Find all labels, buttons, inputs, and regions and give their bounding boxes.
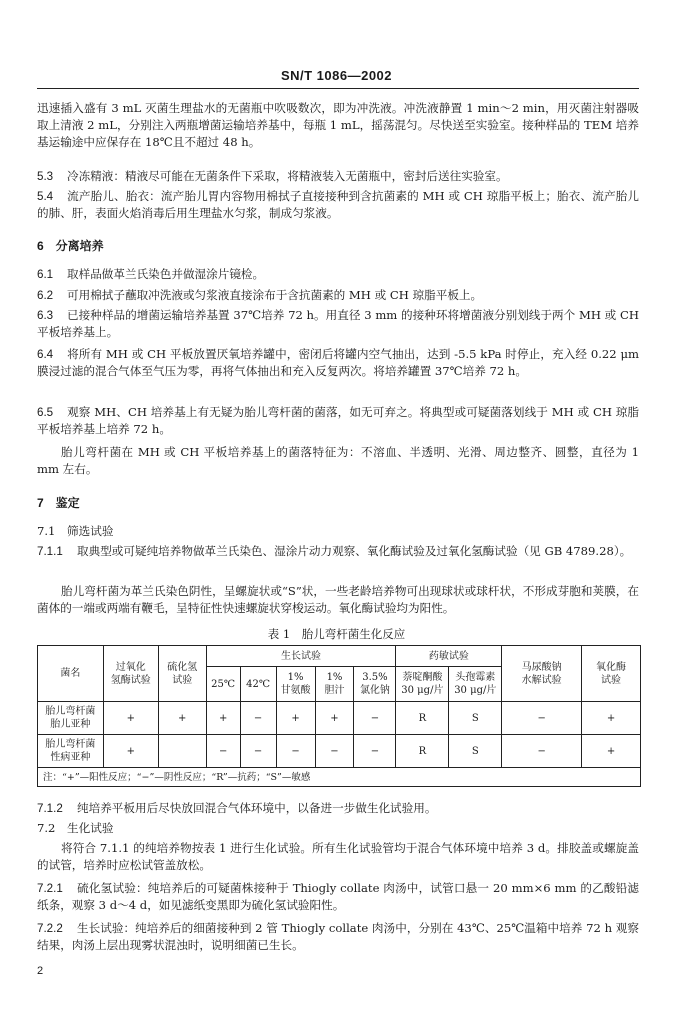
clause-7-2-1 [37,880,639,914]
cell: − [354,702,396,735]
cell: + [103,702,158,735]
header-bile: 1% 胆汁 [315,667,354,702]
clause-6-1 [37,266,639,283]
clause-7-2-heading: 7.2 生化试验 [37,821,114,835]
biochemical-reaction-table [37,645,641,787]
standard-number: SN/T 1086—2002 [280,68,393,83]
header-25c: 25℃ [206,667,240,702]
header-hippurate: 马尿酸钠 水解试验 [502,646,582,702]
cell: + [276,702,315,735]
clause-number: 5.4 [37,190,54,203]
clause-text: 硫化氢试验：纯培养后的可疑菌株接种于 Thiogly collate 肉汤中，试管口悬一 20 mm×6 mm 的乙酸铅滤纸条，观察 3 d～4 d，如见滤纸变黑即为硫化氢试验阳性。 [37,881,639,912]
clause-text: 观察 MH、CH 培养基上有无疑为胎儿弯杆菌的菌落，如无可弃之。将典型或可疑菌落划线于 MH 或 CH 琼脂平板培养基上培养 72 h。 [37,405,639,436]
cell: − [502,735,582,768]
clause-text: 取样品做革兰氏染色并做湿涂片镜检。 [67,267,265,281]
clause-text: 可用棉拭子蘸取冲洗液或匀浆液直接涂布于含抗菌素的 MH 或 CH 琼脂平板上。 [67,288,483,302]
cell: − [502,702,582,735]
clause-number: 6.5 [37,406,54,419]
clause-number: 6.3 [37,309,54,322]
section-heading-7: 7 鉴定 [37,496,80,510]
table-header-row-1 [38,646,641,667]
header-name: 菌名 [38,646,104,702]
header-nacl: 3.5% 氯化钠 [354,667,396,702]
cell: + [582,702,641,735]
clause-text: 纯培养平板用后尽快放回混合气体环境中，以备进一步做生化试验用。 [77,801,437,815]
header-42c: 42℃ [240,667,276,702]
clause-number: 6.1 [37,268,54,281]
header-rule [37,88,639,89]
row-name: 胎儿弯杆菌 胎儿亚种 [38,702,104,735]
header-h2s: 硫化氢 试验 [158,646,206,702]
clause-6-3 [37,307,639,341]
clause-7-2-2 [37,920,639,954]
table-note: 注：“+”—阳性反应；“−”—阴性反应；“R”—抗药；“S”—敏感 [38,768,641,787]
clause-number: 5.3 [37,170,54,183]
clause-text: 已接种样品的增菌运输培养基置 37℃培养 72 h。用直径 3 mm 的接种环将增菌液分别划线于两个 MH 或 CH 平板培养基上。 [37,308,639,339]
header-catalase: 过氧化 氢酶试验 [103,646,158,702]
cell: + [103,735,158,768]
cell: − [276,735,315,768]
clause-text: 取典型或可疑纯培养物做革兰氏染色、湿涂片动力观察、氧化酶试验及过氧化氢酶试验（见 GB 4789.28）。 [77,544,632,558]
clause-number: 7.1.2 [37,802,63,815]
clause-text: 流产胎儿、胎衣：流产胎儿胃内容物用棉拭子直接接种到含抗菌素的 MH 或 CH 琼脂平板上；胎衣、流产胎儿的肺、肝，表面火焰消毒后用生理盐水匀浆，制成匀浆液。 [37,189,639,220]
cell: + [158,702,206,735]
section-heading-6: 6 分离培养 [37,239,104,253]
paragraph-gram-stain-result: 胎儿弯杆菌为革兰氏染色阴性，呈螺旋状或“S”状，一些老龄培养物可出现球状或球杆状，不形成芽胞和荚膜，在菌体的一端或两端有鞭毛，呈特征性快速螺旋状穿梭运动。氧化酶试验均为阳性。 [37,584,639,615]
header-cephalothin: 头孢霉素 30 μg/片 [449,667,502,702]
clause-number: 7.1.1 [37,545,63,558]
paragraph-sampling-continued: 迅速插入盛有 3 mL 灭菌生理盐水的无菌瓶中吹吸数次，即为冲洗液。冲洗液静置 1 min～2 min，用灭菌注射器吸取上清液 2 mL，分别注入两瓶增菌运输培养基中，每瓶 1 mL，摇荡混匀。尽快送至实验室。接种样品的 TEM 培养基运输途中应保存在 18℃且不超过 48 h。 [37,101,639,149]
clause-number: 6.2 [37,289,54,302]
page-number: 2 [37,965,44,977]
cell: − [315,735,354,768]
cell: − [240,702,276,735]
header-glycine: 1% 甘氨酸 [276,667,315,702]
table-caption: 表 1 胎儿弯杆菌生化反应 [267,627,406,641]
header-growth-test: 生长试验 [206,646,396,667]
clause-7-1-1 [37,543,639,560]
clause-number: 7.2.2 [37,922,63,935]
row-name: 胎儿弯杆菌 性病亚种 [38,735,104,768]
clause-6-2 [37,287,639,304]
table-row [38,735,641,768]
cell: − [354,735,396,768]
cell: R [396,735,449,768]
clause-number: 6.4 [37,348,54,361]
clause-7-1-heading: 7.1 筛选试验 [37,524,114,538]
clause-5-3 [37,168,639,185]
header-nalidixic: 萘啶酮酸 30 μg/片 [396,667,449,702]
cell: − [240,735,276,768]
paragraph-colony-features: 胎儿弯杆菌在 MH 或 CH 平板培养基上的菌落特征为：不溶血、半透明、光滑、周边整齐、圆整，直径为 1 mm 左右。 [37,445,639,476]
clause-text: 将所有 MH 或 CH 平板放置厌氧培养罐中，密闭后将罐内空气抽出，达到 -5.5 kPa 时停止，充入经 0.22 μm 膜浸过滤的混合气体至气压为零，再将气体抽出和充入反复两次。将培养罐置 37℃培养 72 h。 [37,347,639,378]
clause-text: 冷冻精液：精液尽可能在无菌条件下采取，将精液装入无菌瓶中，密封后送往实验室。 [67,169,508,183]
table-row [38,702,641,735]
cell: + [582,735,641,768]
cell: S [449,735,502,768]
cell: S [449,702,502,735]
clause-7-1-2 [37,800,639,817]
cell: + [315,702,354,735]
clause-text: 生长试验：纯培养后的细菌接种到 2 管 Thiogly collate 肉汤中，分别在 43℃、25℃温箱中培养 72 h 观察结果，肉汤上层出现雾状混浊时，说明细菌已生长。 [37,921,639,952]
clause-5-4 [37,188,639,222]
header-drug-sensitivity: 药敏试验 [396,646,502,667]
clause-6-5 [37,404,639,438]
clause-number: 7.2.1 [37,882,63,895]
cell [158,735,206,768]
paragraph-biochem-intro: 将符合 7.1.1 的纯培养物按表 1 进行生化试验。所有生化试验管均于混合气体环境中培养 3 d。排胶盖或螺旋盖的试管，培养时应松试管盖放松。 [37,841,639,872]
cell: − [206,735,240,768]
header-oxidase: 氧化酶 试验 [582,646,641,702]
clause-6-4 [37,346,639,380]
cell: R [396,702,449,735]
cell: + [206,702,240,735]
table-note-row [38,768,641,787]
